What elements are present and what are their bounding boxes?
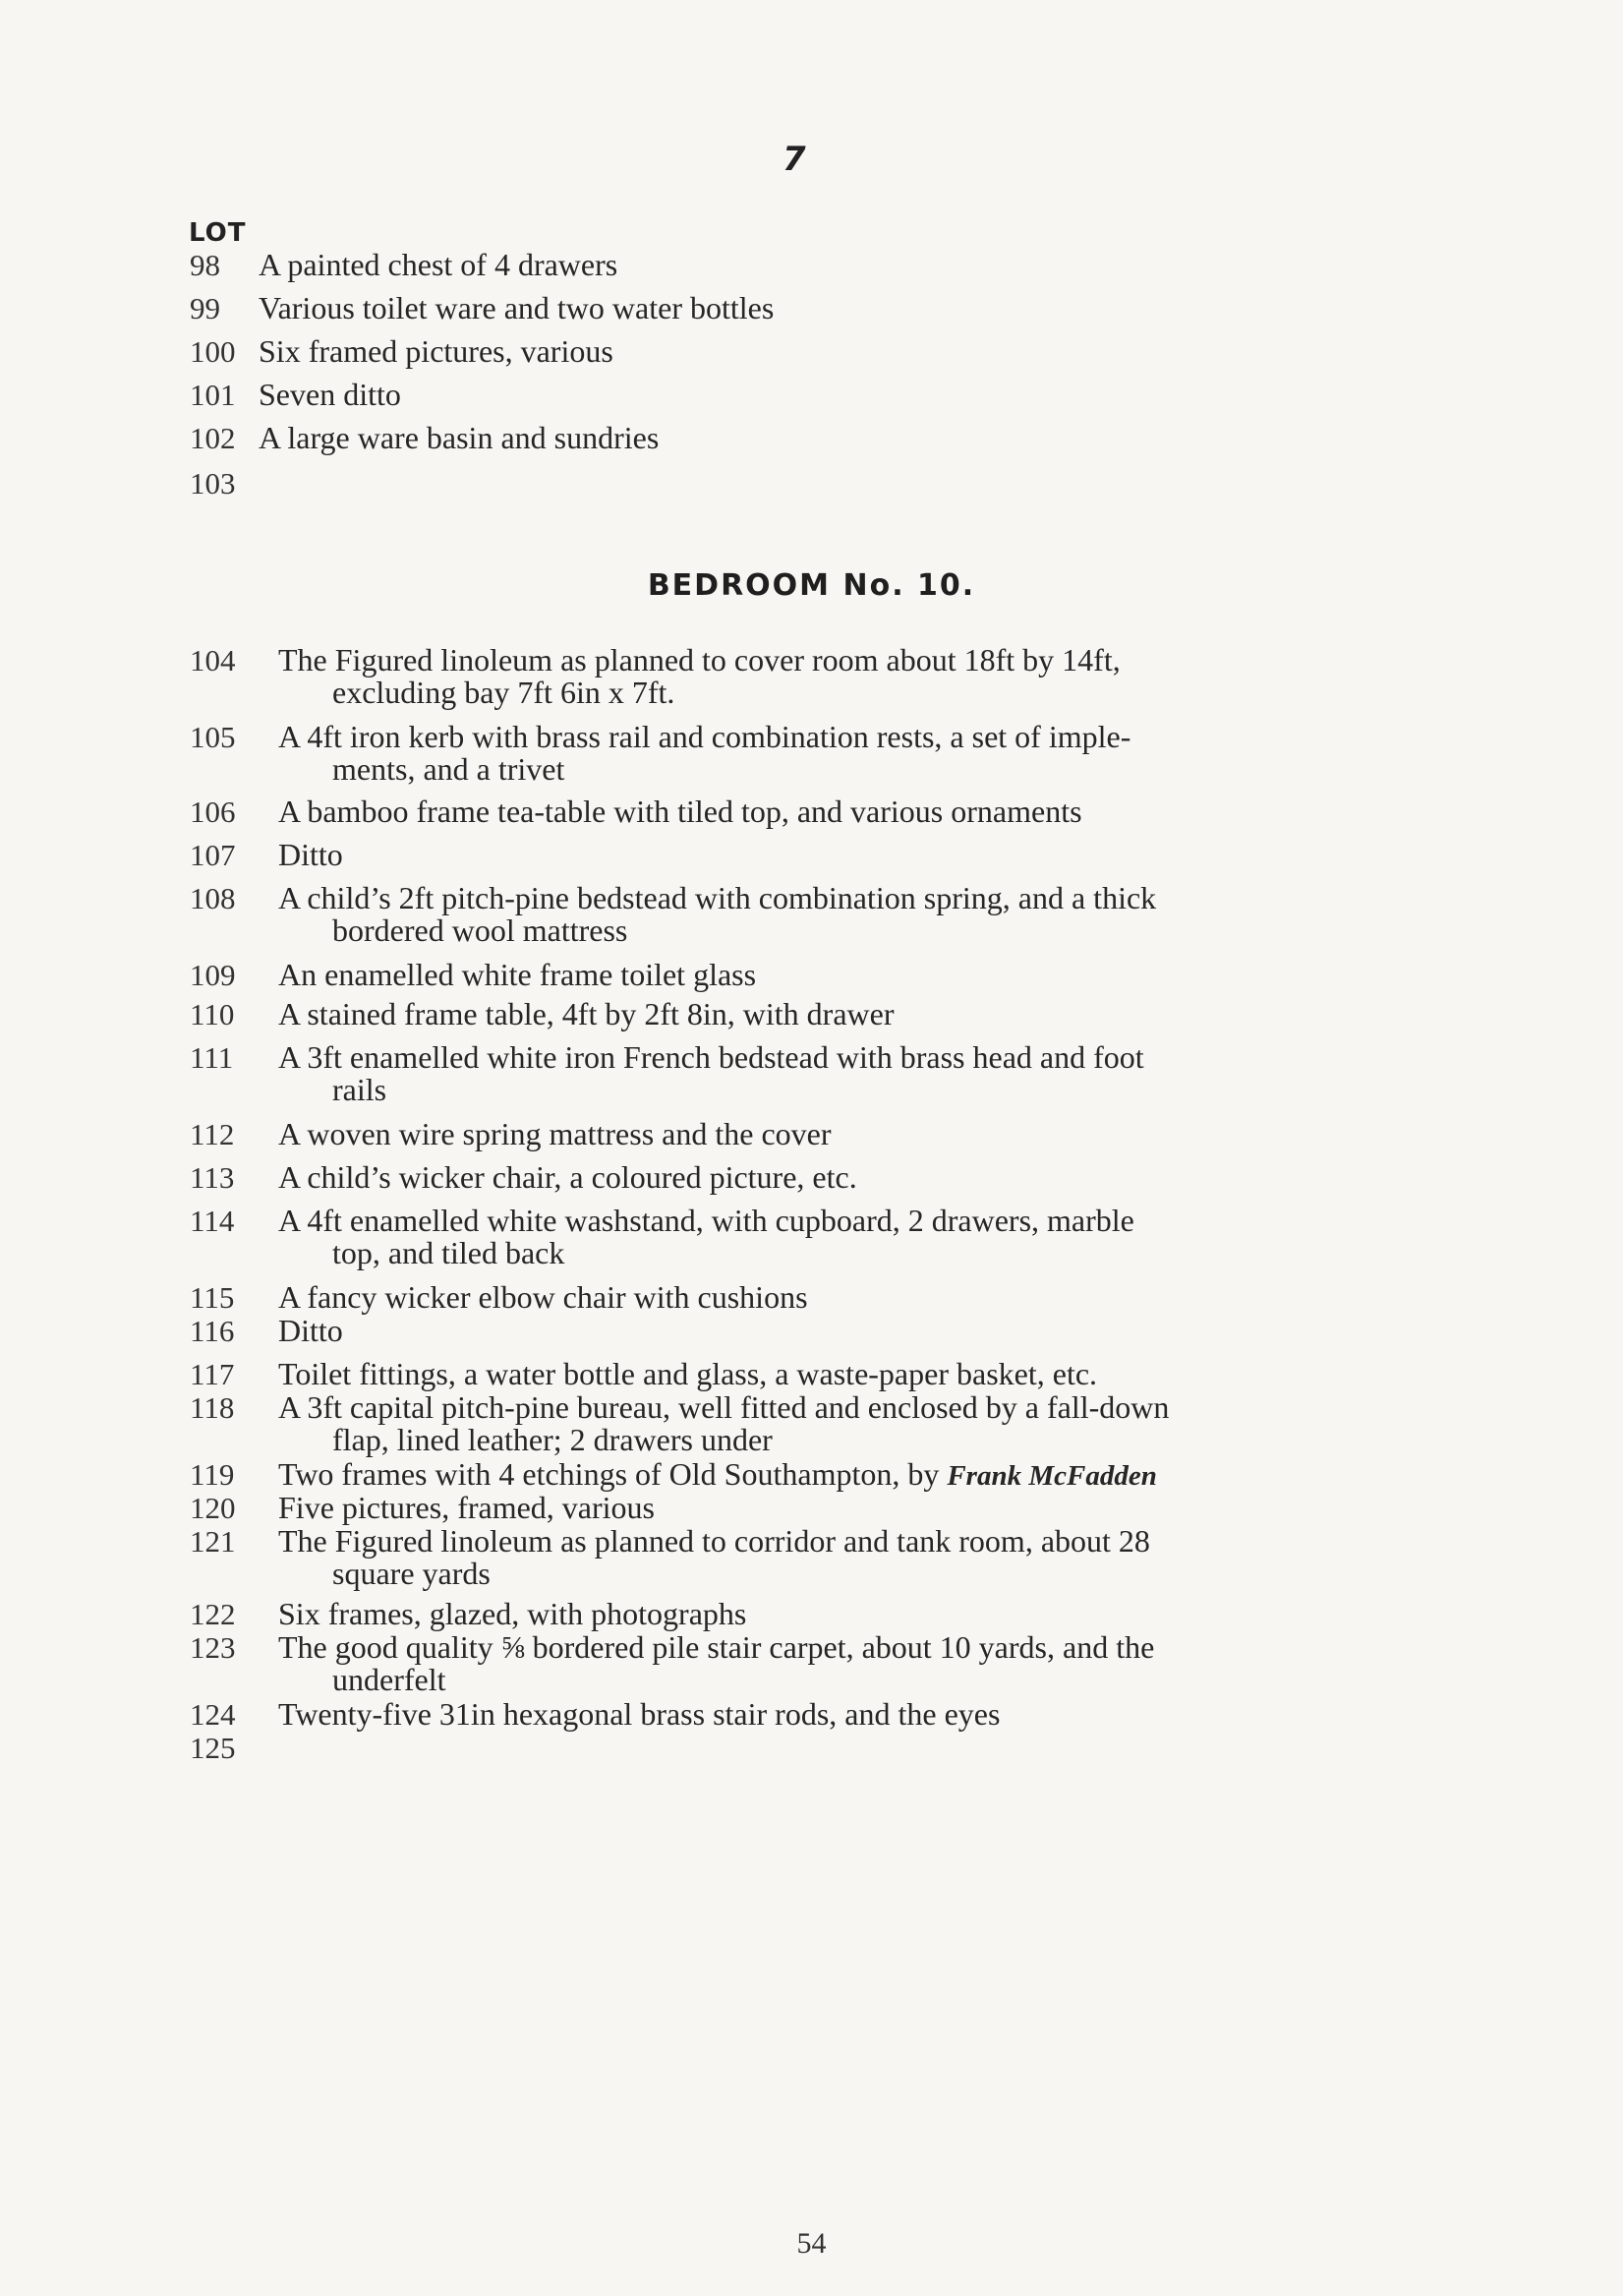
- description-line: An enamelled white frame toilet glass: [278, 957, 757, 992]
- lot-description: [259, 422, 1399, 454]
- lot-description: [278, 1358, 1419, 1390]
- description-line-with-credit: [278, 1458, 1419, 1493]
- lot-description: [278, 1598, 1419, 1630]
- lot-column-header: LOT: [189, 218, 247, 248]
- description-line: Ditto: [278, 1313, 343, 1348]
- description-line: A large ware basin and sundries: [259, 420, 660, 455]
- lot-number: 124: [190, 1697, 236, 1732]
- lot-number: 116: [190, 1314, 235, 1348]
- description-line: The Figured linoleum as planned to corridor and tank room, about 28: [278, 1523, 1150, 1559]
- description-line: Five pictures, framed, various: [278, 1490, 655, 1525]
- lot-description: [278, 795, 1419, 828]
- lot-number: 105: [190, 720, 236, 754]
- description-line: A 3ft enamelled white iron French bedstead with brass head and foot: [278, 1039, 1144, 1075]
- lot-number: 122: [190, 1597, 236, 1631]
- description-line: excluding bay 7ft 6in x 7ft.: [332, 675, 675, 710]
- description-line: Ditto: [278, 837, 343, 872]
- description-line: flap, lined leather; 2 drawers under: [332, 1422, 773, 1457]
- description-line: A 4ft iron kerb with brass rail and combination rests, a set of imple-: [278, 719, 1131, 754]
- lot-description: [278, 1281, 1419, 1314]
- lot-number: 99: [190, 291, 220, 325]
- lot-number: 101: [190, 378, 236, 412]
- lot-number: 118: [190, 1390, 235, 1425]
- description-line: top, and tiled back: [332, 1235, 565, 1270]
- lot-description: [278, 1525, 1419, 1590]
- lot-description: [278, 644, 1419, 709]
- lot-number: 123: [190, 1630, 236, 1665]
- description-line: rails: [332, 1072, 387, 1107]
- lot-number: 125: [190, 1731, 236, 1765]
- lot-number: 119: [190, 1457, 235, 1492]
- description-line: A fancy wicker elbow chair with cushions: [278, 1279, 808, 1315]
- description-line: underfelt: [332, 1662, 446, 1697]
- lot-description: [278, 721, 1419, 786]
- lot-number: 114: [190, 1204, 235, 1238]
- lot-description: [278, 1492, 1419, 1524]
- description-line: The good quality ⅝ bordered pile stair carpet, about 10 yards, and the: [278, 1629, 1155, 1665]
- lot-number: 109: [190, 958, 236, 992]
- lot-number: 115: [190, 1280, 235, 1315]
- page-number: 54: [796, 2227, 827, 2260]
- description-line: A 3ft capital pitch-pine bureau, well fitted and enclosed by a fall-down: [278, 1389, 1170, 1425]
- lot-description: [278, 882, 1419, 947]
- lot-description: [278, 1315, 1419, 1347]
- description-line: square yards: [332, 1556, 491, 1591]
- lot-number: 112: [190, 1117, 235, 1151]
- description-line: A child’s 2ft pitch-pine bedstead with combination spring, and a thick: [278, 880, 1157, 915]
- lot-number: 98: [190, 248, 220, 282]
- lot-description: [259, 292, 1399, 324]
- lot-description: [278, 1161, 1419, 1194]
- lot-description: [278, 1698, 1419, 1731]
- lot-number: 121: [190, 1524, 236, 1559]
- lot-description: [278, 998, 1419, 1030]
- lot-description: [278, 1041, 1419, 1106]
- lot-description: [278, 1458, 1419, 1493]
- artist-name: Frank McFadden: [947, 1460, 1157, 1492]
- description-line: ments, and a trivet: [332, 751, 565, 787]
- page-marker: 7: [783, 140, 806, 179]
- lot-number: 110: [190, 997, 235, 1031]
- lot-number: 104: [190, 643, 236, 677]
- lot-number: 100: [190, 334, 236, 369]
- lot-number: 108: [190, 881, 236, 915]
- lot-number: 113: [190, 1160, 235, 1195]
- lot-description: [278, 839, 1419, 871]
- description-line: A stained frame table, 4ft by 2ft 8in, with drawer: [278, 996, 895, 1031]
- description-line: bordered wool mattress: [332, 913, 628, 948]
- lot-description: [278, 1118, 1419, 1150]
- lot-number: 103: [190, 466, 236, 500]
- lot-description: [278, 959, 1419, 991]
- description-line: Six frames, glazed, with photographs: [278, 1596, 747, 1631]
- description-line: Toilet fittings, a water bottle and glass, a waste-paper basket, etc.: [278, 1356, 1098, 1391]
- lot-number: 111: [190, 1040, 234, 1075]
- description-line: A bamboo frame tea-table with tiled top, and various ornaments: [278, 794, 1082, 829]
- description-line: Seven ditto: [259, 377, 401, 412]
- lot-number: 102: [190, 421, 236, 455]
- lot-description: [278, 1631, 1419, 1696]
- description-line: A 4ft enamelled white washstand, with cupboard, 2 drawers, marble: [278, 1203, 1134, 1238]
- lot-number: 117: [190, 1357, 235, 1391]
- description-line: A painted chest of 4 drawers: [259, 247, 618, 282]
- description-line: A child’s wicker chair, a coloured picture, etc.: [278, 1159, 857, 1195]
- lot-number: 107: [190, 838, 236, 872]
- description-line: Various toilet ware and two water bottles: [259, 290, 775, 325]
- description-line: A woven wire spring mattress and the cover: [278, 1116, 832, 1151]
- lot-number: 106: [190, 795, 236, 829]
- lot-description: [278, 1205, 1419, 1269]
- lot-number: 120: [190, 1491, 236, 1525]
- description-line: Twenty-five 31in hexagonal brass stair rods, and the eyes: [278, 1696, 1001, 1732]
- lot-description: [278, 1391, 1419, 1456]
- description-line: Six framed pictures, various: [259, 333, 613, 369]
- lot-description: [259, 335, 1399, 368]
- section-heading: BEDROOM No. 10.: [647, 568, 976, 603]
- description-line: The Figured linoleum as planned to cover room about 18ft by 14ft,: [278, 642, 1121, 677]
- description-line: Two frames with 4 etchings of Old Southampton, by: [278, 1456, 940, 1492]
- lot-description: [259, 249, 1399, 281]
- lot-description: [259, 379, 1399, 411]
